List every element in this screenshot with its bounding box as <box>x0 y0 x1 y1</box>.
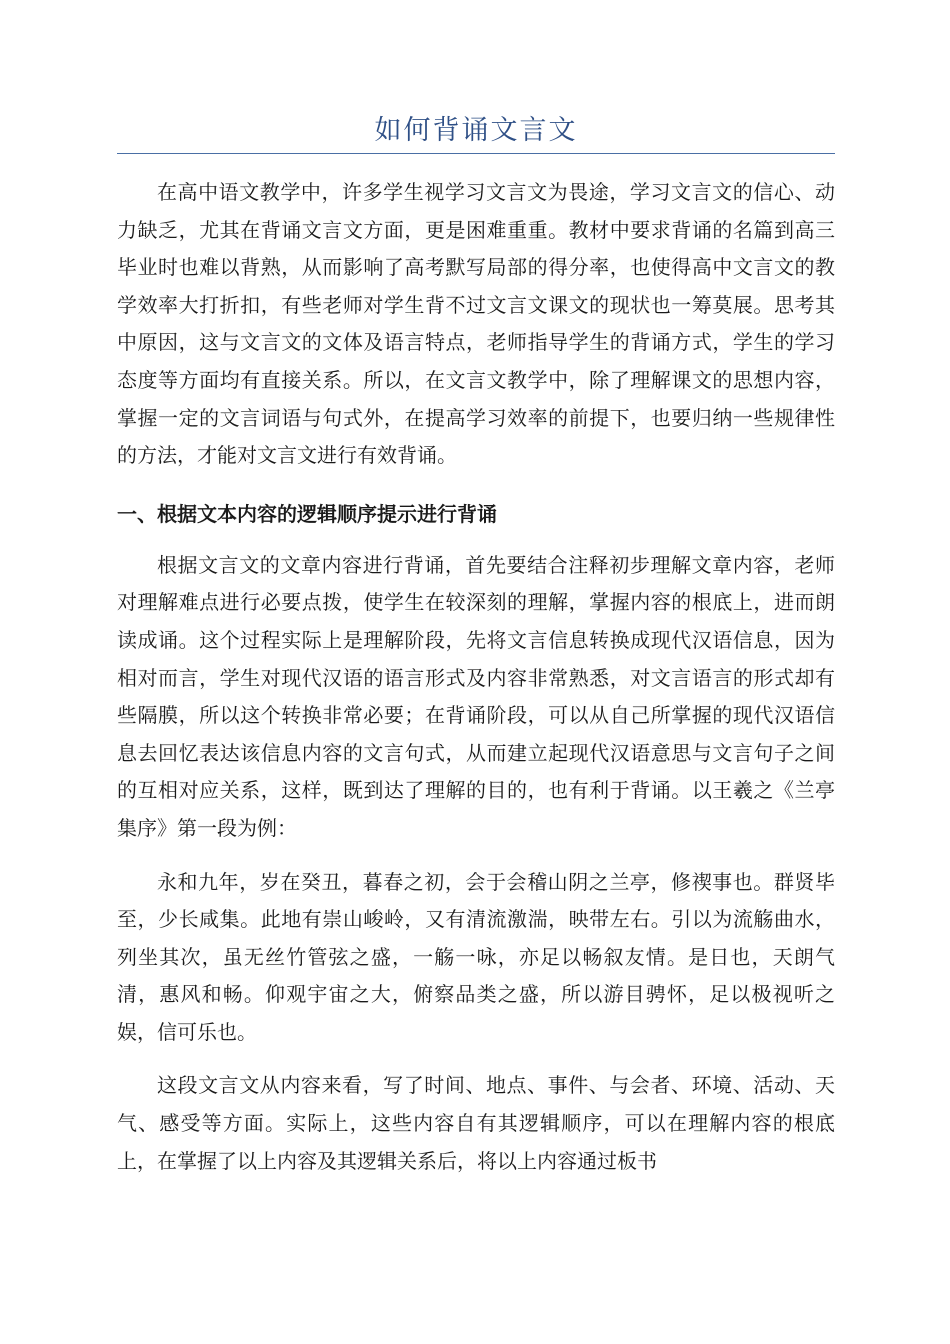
quoted-classical-text: 永和九年，岁在癸丑，暮春之初，会于会稽山阴之兰亭，修禊事也。群贤毕至，少长咸集。此地有崇山峻岭，又有清流激湍，映带左右。引以为流觞曲水，列坐其次，虽无丝竹管弦之盛，一觞一咏，亦足以畅叙友情。是日也，天朗气清，惠风和畅。仰观宇宙之大，俯察品类之盛，所以游目骋怀，足以极视听之娱，信可乐也。 <box>117 869 835 1044</box>
document-page <box>117 108 835 1180</box>
analysis-paragraph: 这段文言文从内容来看，写了时间、地点、事件、与会者、环境、活动、天气、感受等方面。实际上，这些内容自有其逻辑顺序，可以在理解内容的根底上，在掌握了以上内容及其逻辑关系后，将以上内容通过板书 <box>117 1073 835 1173</box>
document-title: 如何背诵文言文 <box>117 108 835 154</box>
section-heading: 一、根据文本内容的逻辑顺序提示进行背诵 <box>117 501 497 526</box>
intro-paragraph: 在高中语文教学中，许多学生视学习文言文为畏途，学习文言文的信心、动力缺乏，尤其在背诵文言文方面，更是困难重重。教材中要求背诵的名篇到高三毕业时也难以背熟，从而影响了高考默写局部的得分率，也使得高中文言文的教学效率大打折扣，有些老师对学生背不过文言文课文的现状也一筹莫展。思考其中原因，这与文言文的文体及语言特点，老师指导学生的背诵方式，学生的学习态度等方面均有直接关系。所以，在文言文教学中，除了理解课文的思想内容，掌握一定的文言词语与句式外，在提高学习效率的前提下，也要归纳一些规律性的方法，才能对文言文进行有效背诵。 <box>117 180 835 468</box>
section-paragraph: 根据文言文的文章内容进行背诵，首先要结合注释初步理解文章内容，老师对理解难点进行必要点拨，使学生在较深刻的理解，掌握内容的根底上，进而朗读成诵。这个过程实际上是理解阶段，先将文言信息转换成现代汉语信息，因为相对而言，学生对现代汉语的语言形式及内容非常熟悉，对文言语言的形式却有些隔膜，所以这个转换非常必要；在背诵阶段，可以从自己所掌握的现代汉语信息去回忆表达该信息内容的文言句式，从而建立起现代汉语意思与文言句子之间的互相对应关系，这样，既到达了理解的目的，也有利于背诵。以王羲之《兰亭集序》第一段为例： <box>117 552 835 840</box>
